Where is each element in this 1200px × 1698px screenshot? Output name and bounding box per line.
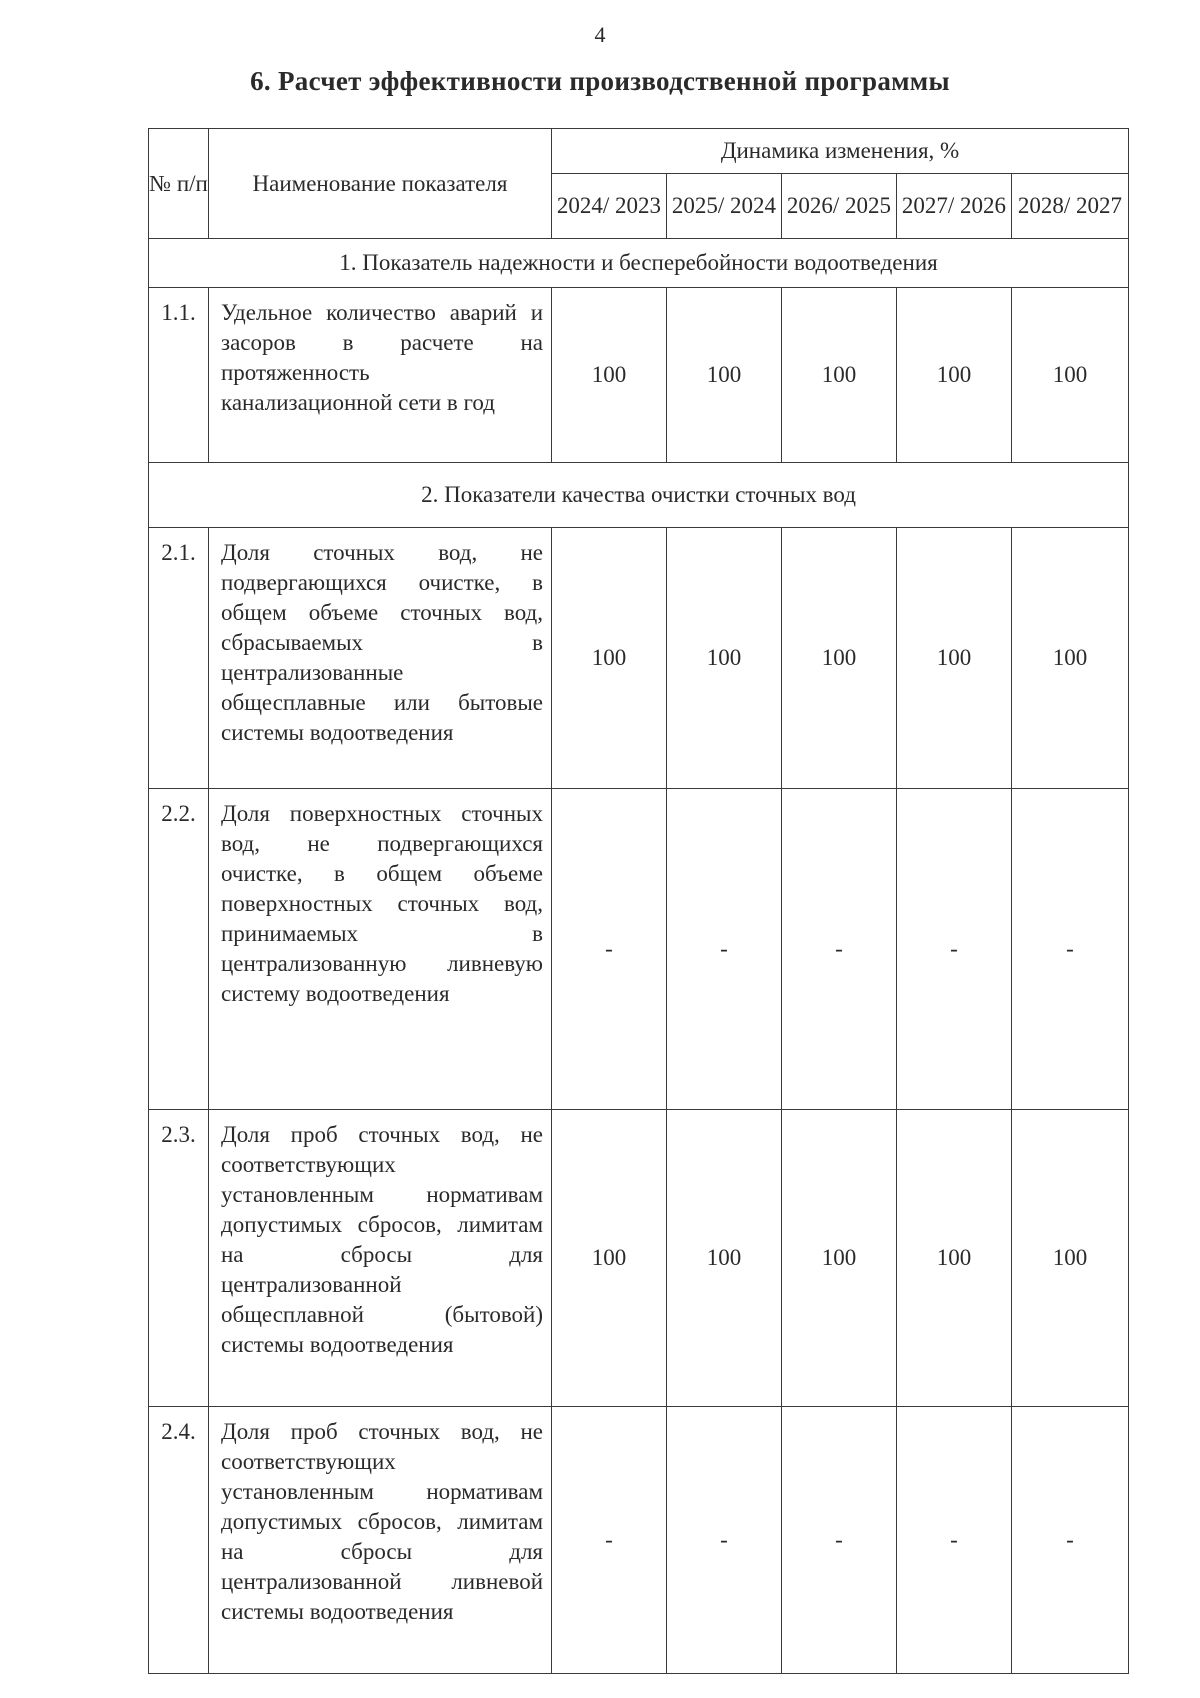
header-year: 2025/ 2024 [667, 174, 782, 239]
value-cell: 100 [1012, 288, 1129, 463]
value-cell: 100 [782, 1110, 897, 1407]
indicator-name: Доля проб сточных вод, не соответствующих установленным нормативам допустимых сбросов, лимитам на сбросы для централизованной общесплавной (бытовой) системы водоотведения [209, 1110, 552, 1407]
value-cell: 100 [897, 288, 1012, 463]
table-row [149, 789, 1129, 1110]
indicator-name: Доля сточных вод, не подвергающихся очистке, в общем объеме сточных вод, сбрасываемых в централизованные общесплавные или бытовые системы водоотведения [209, 528, 552, 789]
value-cell: - [667, 789, 782, 1110]
header-name: Наименование показателя [209, 129, 552, 239]
value-cell: 100 [1012, 1110, 1129, 1407]
table-row [149, 1407, 1129, 1674]
value-cell: - [552, 1407, 667, 1674]
value-cell: - [782, 789, 897, 1110]
table-row [149, 1110, 1129, 1407]
header-num: № п/п [149, 129, 209, 239]
value-cell: 100 [667, 528, 782, 789]
value-cell: - [1012, 789, 1129, 1110]
value-cell: 100 [667, 288, 782, 463]
section-row [149, 239, 1129, 288]
value-cell: - [782, 1407, 897, 1674]
row-number: 2.3. [149, 1110, 209, 1407]
value-cell: - [667, 1407, 782, 1674]
value-cell: 100 [897, 528, 1012, 789]
section-title: 1. Показатель надежности и бесперебойности водоотведения [149, 239, 1129, 288]
row-number: 2.4. [149, 1407, 209, 1674]
table-row [149, 528, 1129, 789]
header-year: 2024/ 2023 [552, 174, 667, 239]
page-title: 6. Расчет эффективности производственной программы [250, 66, 950, 96]
value-cell: 100 [552, 528, 667, 789]
indicator-name: Удельное количество аварий и засоров в расчете на протяженность канализационной сети в год [209, 288, 552, 463]
efficiency-table [148, 128, 1129, 1674]
value-cell: 100 [552, 288, 667, 463]
value-cell: 100 [897, 1110, 1012, 1407]
value-cell: 100 [667, 1110, 782, 1407]
row-number: 1.1. [149, 288, 209, 463]
value-cell: 100 [782, 528, 897, 789]
value-cell: 100 [552, 1110, 667, 1407]
header-dynamics: Динамика изменения, % [552, 129, 1129, 174]
table-row [149, 288, 1129, 463]
section-title: 2. Показатели качества очистки сточных вод [149, 463, 1129, 528]
value-cell: - [1012, 1407, 1129, 1674]
header-year: 2028/ 2027 [1012, 174, 1129, 239]
table-header-row [149, 129, 1129, 174]
value-cell: - [897, 789, 1012, 1110]
value-cell: 100 [782, 288, 897, 463]
row-number: 2.2. [149, 789, 209, 1110]
section-row [149, 463, 1129, 528]
header-year: 2026/ 2025 [782, 174, 897, 239]
value-cell: - [897, 1407, 1012, 1674]
value-cell: - [552, 789, 667, 1110]
header-year: 2027/ 2026 [897, 174, 1012, 239]
indicator-name: Доля проб сточных вод, не соответствующих установленным нормативам допустимых сбросов, лимитам на сбросы для централизованной ливневой системы водоотведения [209, 1407, 552, 1674]
row-number: 2.1. [149, 528, 209, 789]
indicator-name: Доля поверхностных сточных вод, не подвергающихся очистке, в общем объеме поверхностных сточных вод, принимаемых в централизованную ливневую систему водоотведения [209, 789, 552, 1110]
page-number: 4 [594, 22, 606, 47]
value-cell: 100 [1012, 528, 1129, 789]
